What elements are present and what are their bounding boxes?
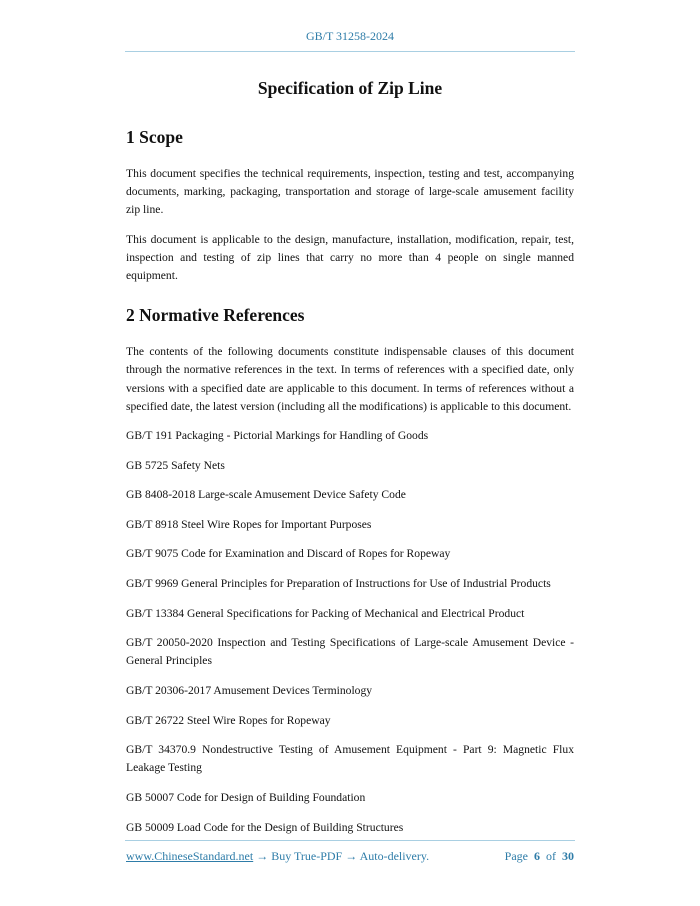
- section-heading-normative-references: 2 Normative References: [126, 305, 305, 326]
- header-standard-code: GB/T 31258-2024: [305, 29, 395, 43]
- footer-promo-text: → Buy True-PDF → Auto-delivery.: [253, 849, 430, 863]
- reference-item: GB/T 20306-2017 Amusement Devices Terminology: [126, 683, 373, 697]
- reference-item: GB 5725 Safety Nets: [126, 458, 225, 472]
- reference-item: GB/T 191 Packaging - Pictorial Markings for Handling of Goods: [126, 429, 429, 443]
- reference-item: GB/T 9075 Code for Examination and Discard of Ropes for Ropeway: [126, 547, 451, 561]
- current-page: 6: [534, 849, 540, 863]
- reference-item: GB/T 20050-2020 Inspection and Testing Specifications of Large-scale Amusement Device - General Principles: [126, 636, 574, 668]
- total-pages: 30: [562, 849, 574, 863]
- footer: [126, 849, 574, 864]
- reference-item: GB/T 8918 Steel Wire Ropes for Important Purposes: [126, 517, 372, 531]
- scope-paragraph: This document is applicable to the design, manufacture, installation, modification, repair, test, inspection and testing of zip lines that carry no more than 4 people on single manned equipment.: [126, 232, 574, 283]
- references-intro-paragraph: The contents of the following documents constitute indispensable clauses of this document through the normative references in the text. In terms of references with a specified date, only versions with a specified date are applicable to this document. In terms of references without a specified date, the latest version (including all the modifications) is applicable to this document.: [126, 345, 574, 413]
- website-link[interactable]: www.ChineseStandard.net: [126, 849, 254, 863]
- reference-list: [126, 427, 574, 837]
- document-title: Specification of Zip Line: [257, 78, 443, 98]
- page-indicator: [505, 849, 574, 864]
- reference-item: GB 50009 Load Code for the Design of Building Structures: [126, 820, 404, 834]
- page-content: [126, 78, 574, 848]
- page-label: Page: [504, 849, 528, 863]
- footer-divider: [125, 840, 575, 841]
- section-heading-scope: 1 Scope: [126, 127, 183, 147]
- reference-item: GB 50007 Code for Design of Building Foundation: [126, 790, 366, 804]
- reference-item: GB 8408-2018 Large-scale Amusement Device Safety Code: [126, 488, 406, 502]
- reference-item: GB/T 9969 General Principles for Preparation of Instructions for Use of Industrial Products: [126, 577, 551, 590]
- header-divider: [125, 51, 575, 52]
- reference-item: GB/T 34370.9 Nondestructive Testing of Amusement Equipment - Part 9: Magnetic Flux Leakage Testing: [126, 743, 574, 775]
- scope-paragraph: This document specifies the technical requirements, inspection, testing and test, accompanying documents, marking, packaging, transportation and storage of large-scale amusement facility zip line.: [126, 167, 574, 217]
- reference-item: GB/T 26722 Steel Wire Ropes for Ropeway: [126, 713, 331, 727]
- of-label: of: [546, 849, 556, 863]
- reference-item: GB/T 13384 General Specifications for Packing of Mechanical and Electrical Product: [126, 606, 525, 620]
- footer-promo: [126, 849, 429, 864]
